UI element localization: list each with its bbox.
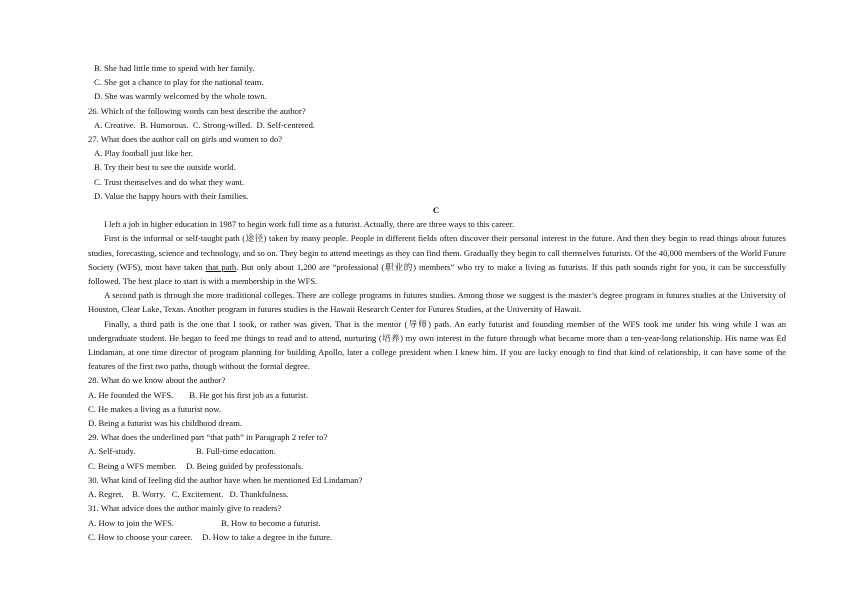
q29-options-row-1 <box>88 444 786 458</box>
q26-question: 26. Which of the following words can best describe the author? <box>88 105 306 116</box>
q31-options-row-2 <box>88 530 786 544</box>
underlined-that-path: that path <box>205 261 237 272</box>
passage-paragraph-4: Finally, a third path is the one that I took, or rather was given. That is the mentor (导师) path. An early futurist and founding member of the WFS took me under his wing while I was an undergraduate student. He began to feed me things to read and to attend, nurturing (培养) my own interest in the future through what became more than a ten-year-long relationship. His name was Ed Lindaman, at one time director of program planning for building Apollo, later a college president when I knew him. If you are lucky enough to find that kind of relationship, it can have some of the features of the first two paths, though without the formal degree. <box>88 318 786 372</box>
q31-question: 31. What advice does the author mainly give to readers? <box>88 503 282 514</box>
q27-option-d: D. Value the happy hours with their families. <box>94 190 249 201</box>
q28-option-a: A. He founded the WFS. <box>88 389 174 400</box>
q25-option-c: C. She got a chance to play for the national team. <box>94 77 264 88</box>
q30-options: A. Regret. B. Worry. C. Excitement. D. Thankfulness. <box>88 489 289 500</box>
q28-question: 28. What do we know about the author? <box>88 375 226 386</box>
q29-option-c: C. Being a WFS member. <box>88 460 177 471</box>
section-label: C <box>432 205 440 216</box>
q28-option-d: D. Being a futurist was his childhood dream. <box>88 418 242 429</box>
q29-question: 29. What does the underlined part “that path” in Paragraph 2 refer to? <box>88 432 328 443</box>
q28-options-row-1 <box>88 388 786 402</box>
q27-option-b: B. Try their best to see the outside world. <box>94 162 236 173</box>
q26-options: A. Creative. B. Humorous. C. Strong-willed. D. Self-centered. <box>94 119 316 130</box>
q31-option-c: C. How to choose your career. <box>88 531 193 542</box>
q31-options-row-1 <box>88 516 786 530</box>
q29-option-b: B. Full-time education. <box>196 446 276 457</box>
q30-question: 30. What kind of feeling did the author have when he mentioned Ed Lindaman? <box>88 474 363 485</box>
q29-options-row-2 <box>88 459 786 473</box>
passage-paragraph-1: I left a job in higher education in 1987 to begin work full time as a futurist. Actually, there are three ways to this career. <box>104 219 515 230</box>
q25-option-d: D. She was warmly welcomed by the whole town. <box>94 91 267 102</box>
q27-option-c: C. Trust themselves and do what they want. <box>94 176 245 187</box>
passage-paragraph-2: First is the informal or self-taught path (途径) taken by many people. People in different fields often discover their personal interest in the future. And then they begin to read things about futures studies, forecasting, science and technology, and so on. They begin to attend meetings as they can find them. Gradually they begin to call themselves futurists. Of the 40,000 members of the World Future Society (WFS), most have taken that path. But only about 1,200 are “professional (职业的) members” who try to make a living as futurists. If this path sounds right for you, it can be successfully followed. The best place to start is with a membership in the WFS. <box>88 233 786 287</box>
q27-question: 27. What does the author call on girls and women to do? <box>88 134 283 145</box>
q28-option-c: C. He makes a living as a futurist now. <box>88 403 222 414</box>
q31-option-b: B. How to become a futurist. <box>221 517 321 528</box>
q31-option-a: A. How to join the WFS. <box>88 517 175 528</box>
q28-option-b: B. He got his first job as a futurist. <box>189 389 309 400</box>
q31-option-d: D. How to take a degree in the future. <box>202 531 333 542</box>
q29-option-a: A. Self-study. <box>88 446 136 457</box>
q27-option-a: A. Play football just like her. <box>94 148 194 159</box>
passage-paragraph-3: A second path is through the more traditional colleges. There are college programs in futures studies. Among those we suggest is the master’s degree program in futures studies at the University of Houston, Clear Lake, Texas. Another program in futures studies is the Hawaii Research Center for Futures Studies, at the University of Hawaii. <box>88 290 786 315</box>
q25-option-b: B. She had little time to spend with her family. <box>94 63 255 73</box>
q29-option-d: D. Being guided by professionals. <box>186 460 304 471</box>
